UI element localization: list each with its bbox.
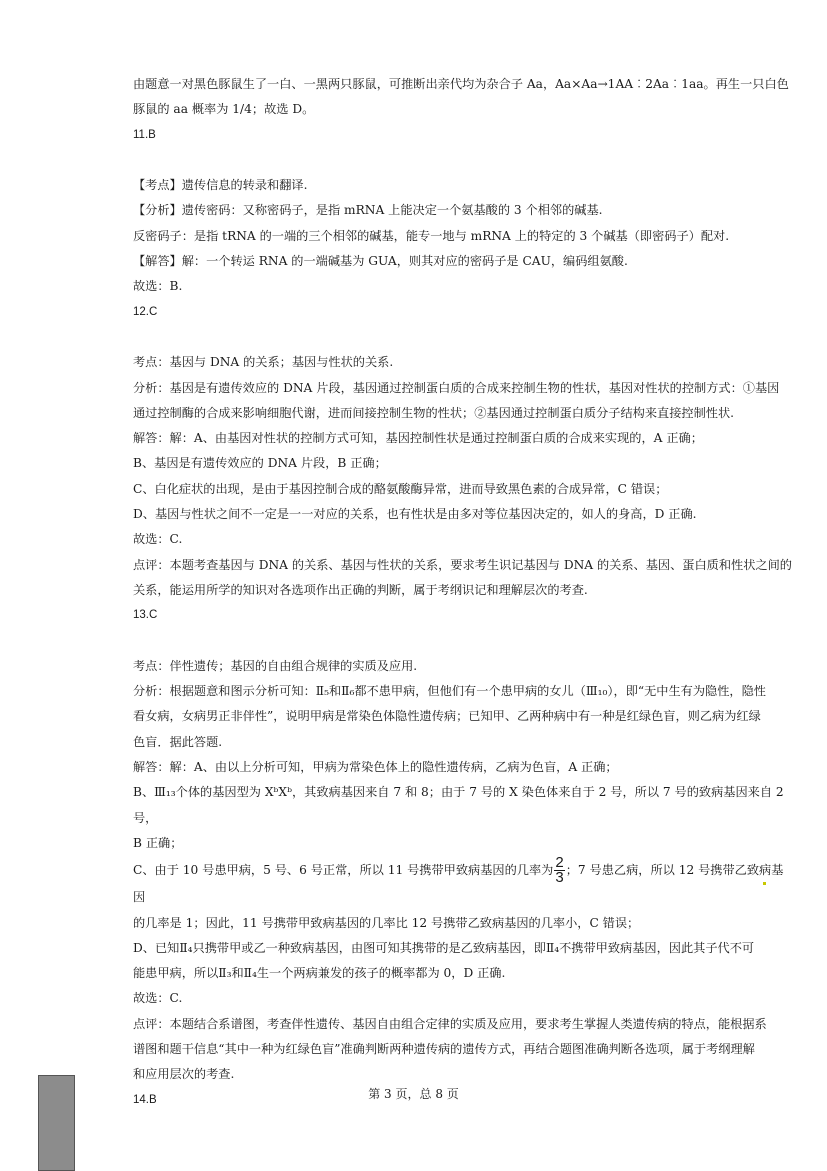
text-line: 【解答】解：一个转运 RNA 的一端碱基为 GUA，则其对应的密码子是 CAU，编码组氨酸.: [133, 254, 628, 269]
text-line: 由题意一对黑色豚鼠生了一白、一黑两只豚鼠，可推断出亲代均为杂合子 Aa，Aa×Aa→1AA︰2Aa︰1aa。再生一只白色: [133, 77, 789, 91]
text-line: 通过控制酶的合成来影响细胞代谢，进而间接控制生物的性状；②基因通过控制蛋白质分子结构来直接控制性状.: [133, 405, 735, 420]
stray-mark: [763, 882, 766, 885]
answer-number: 12.C: [133, 305, 158, 318]
text-line: 【分析】遗传密码：又称密码子，是指 mRNA 上能决定一个氨基酸的 3 个相邻的碱基.: [133, 203, 603, 218]
text-line: 点评：本题结合系谱图，考查伴性遗传、基因自由组合定律的实质及应用，要求考生掌握人类遗传病的特点，能根据系: [133, 1016, 767, 1031]
answer-number: 11.B: [133, 128, 156, 141]
text-line: B、基因是有遗传效应的 DNA 片段，B 正确；: [133, 456, 387, 471]
answer-number: 14.B: [133, 1093, 157, 1106]
text-line: 谱图和题干信息“其中一种为红绿色盲”准确判断两种遗传病的遗传方式，再结合题图准确判断各选项，属于考纲理解: [133, 1041, 755, 1056]
text-line: 点评：本题考查基因与 DNA 的关系、基因与性状的关系，要求考生识记基因与 DNA 的关系、基因、蛋白质和性状之间的: [133, 557, 792, 572]
answer-body: [133, 72, 793, 1113]
page-footer: 第 3 页，总 8 页: [368, 1087, 459, 1101]
text-line: 故选：C.: [133, 532, 183, 547]
text-line: 分析：根据题意和图示分析可知：Ⅱ₅和Ⅱ₆都不患甲病，但他们有一个患甲病的女儿（Ⅲ₁₀），即“无中生有为隐性，隐性: [133, 684, 766, 699]
text-line: D、基因与性状之间不一定是一一对应的关系，也有性状是由多对等位基因决定的，如人的身高，D 正确.: [133, 507, 697, 522]
fraction: [554, 856, 564, 885]
text-line: 反密码子：是指 tRNA 的一端的三个相邻的碱基，能专一地与 mRNA 上的特定的 3 个碱基（即密码子）配对.: [133, 228, 730, 243]
text-line: 故选：B.: [133, 279, 183, 294]
text-line: B、Ⅲ₁₃个体的基因型为 XᵇXᵇ，其致病基因来自 7 和 8；由于 7 号的 X 染色体来自于 2 号，所以 7 号的致病基因来自 2 号，: [133, 785, 784, 825]
text-line: 色盲．据此答题.: [133, 734, 223, 749]
fraction-line: [133, 856, 793, 910]
text-line: 豚鼠的 aa 概率为 1/4；故选 D。: [133, 102, 315, 117]
text-line: 的几率是 1；因此，11 号携带甲致病基因的几率比 12 号携带乙致病基因的几率小，C 错误；: [133, 915, 640, 930]
text-line: 考点：伴性遗传；基因的自由组合规律的实质及应用.: [133, 658, 418, 673]
fraction-line-after: ；7 号患乙病，所以 12 号携带乙致病基因: [133, 863, 784, 905]
text-line: 能患甲病，所以Ⅱ₃和Ⅱ₄生一个两病兼发的孩子的概率都为 0，D 正确.: [133, 966, 506, 981]
text-line: 故选：C.: [133, 991, 183, 1006]
margin-bar: [38, 1075, 75, 1171]
text-line: 解答：解：A、由基因对性状的控制方式可知，基因控制性状是通过控制蛋白质的合成来实现的，A 正确；: [133, 431, 703, 446]
fraction-denominator: 3: [555, 869, 564, 887]
text-line: 【考点】遗传信息的转录和翻译.: [133, 178, 308, 193]
fraction-line-before: C、由于 10 号患甲病，5 号、6 号正常，所以 11 号携带甲致病基因的几率为: [133, 863, 554, 878]
answer-number: 13.C: [133, 609, 158, 622]
text-line: D、已知Ⅱ₄只携带甲或乙一种致病基因，由图可知其携带的是乙致病基因，即Ⅱ₄不携带甲致病基因，因此其子代不可: [133, 940, 755, 955]
text-line: 考点：基因与 DNA 的关系；基因与性状的关系.: [133, 355, 394, 370]
fraction-numerator: 2: [555, 854, 564, 872]
text-line: 关系，能运用所学的知识对各选项作出正确的判断，属于考纲识记和理解层次的考查.: [133, 582, 588, 597]
text-line: C、白化症状的出现，是由于基因控制合成的酪氨酸酶异常，进而导致黑色素的合成异常，C 错误；: [133, 481, 668, 496]
text-line: 分析：基因是有遗传效应的 DNA 片段，基因通过控制蛋白质的合成来控制生物的性状，基因对性状的控制方式：①基因: [133, 380, 780, 395]
text-line: 看女病，女病男正非伴性”，说明甲病是常染色体隐性遗传病；已知甲、乙两种病中有一种是红绿色盲，则乙病为红绿: [133, 709, 761, 724]
text-line: 和应用层次的考查.: [133, 1067, 235, 1082]
text-line: 解答：解：A、由以上分析可知，甲病为常染色体上的隐性遗传病，乙病为色盲，A 正确；: [133, 760, 618, 775]
text-line: B 正确；: [133, 835, 183, 850]
